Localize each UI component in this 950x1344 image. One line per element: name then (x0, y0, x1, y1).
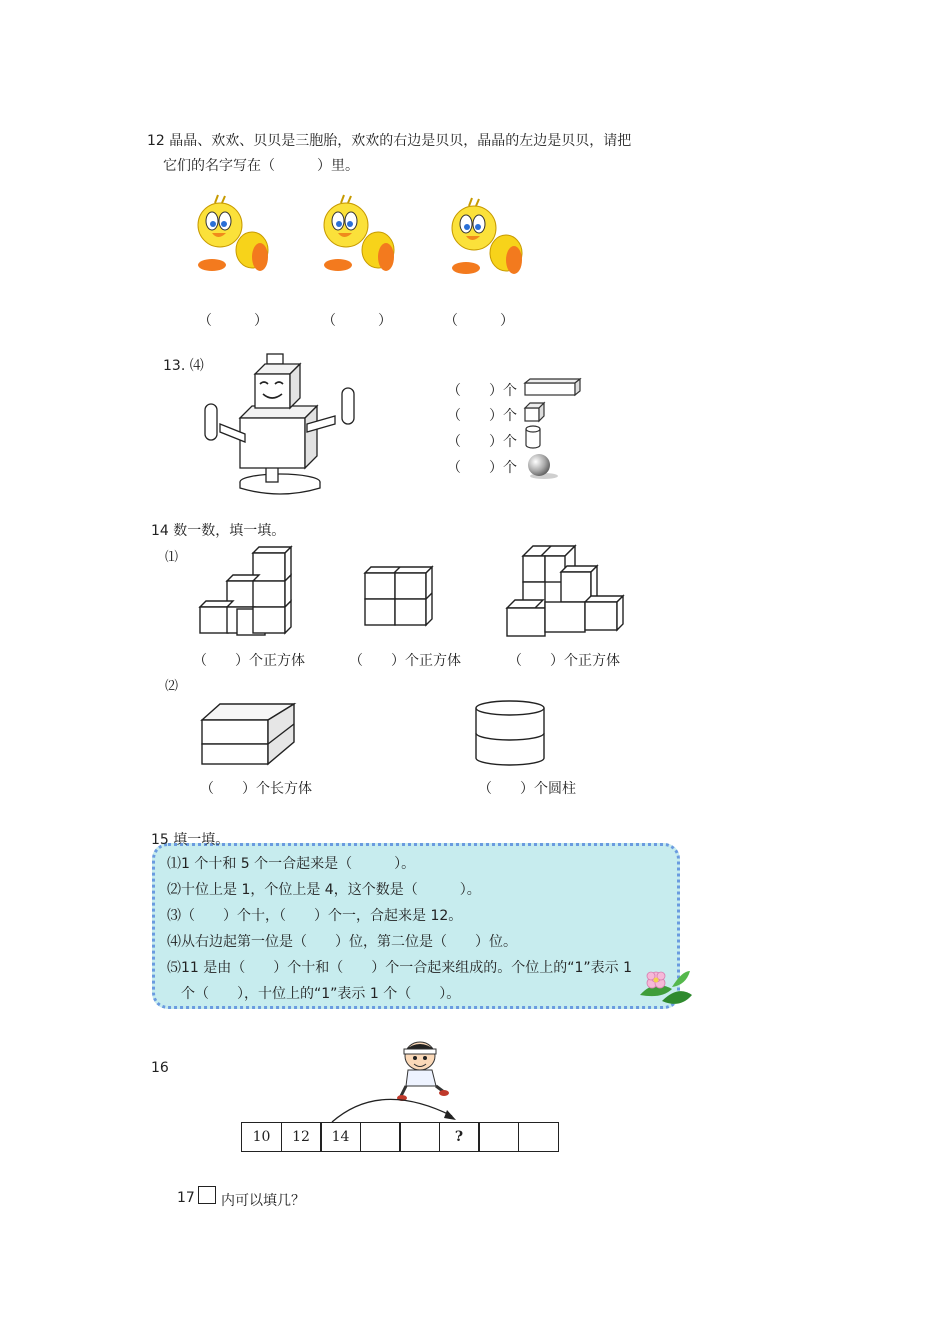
q14-answer-cubes-2[interactable]: （ ）个正方体 (349, 653, 461, 669)
cylinder-icon (524, 425, 542, 449)
number-cell-4-blank[interactable] (360, 1122, 401, 1152)
q14-answer-cuboids[interactable]: （ ）个长方体 (200, 781, 312, 797)
q16-label: 16 (151, 1060, 169, 1076)
cube-stack-figure-1 (195, 545, 295, 640)
number-cell-1: 10 (241, 1122, 282, 1152)
cube-stack-figure-3 (503, 542, 628, 642)
chick-image-3 (444, 198, 534, 278)
stacked-cuboids-figure (198, 700, 298, 768)
number-line (241, 1122, 557, 1152)
q12-text-line1: 12 晶晶、欢欢、贝贝是三胞胎，欢欢的右边是贝贝，晶晶的左边是贝贝，请把 (147, 133, 632, 149)
sphere-icon (524, 452, 560, 480)
number-cell-7-blank[interactable] (478, 1122, 519, 1152)
q12-answer-blank-2[interactable]: （ ） (322, 313, 392, 329)
q15-title: 15 填一填。 (151, 832, 230, 848)
q13-count-cylinder[interactable]: （ ）个 (447, 434, 517, 450)
robot-figure (200, 352, 360, 497)
q13-count-cuboid[interactable]: （ ）个 (447, 383, 517, 399)
q13-count-sphere[interactable]: （ ）个 (447, 460, 517, 476)
q12-answer-blank-3[interactable]: （ ） (444, 313, 514, 329)
q14-answer-cubes-1[interactable]: （ ）个正方体 (193, 653, 305, 669)
q14-answer-cubes-3[interactable]: （ ）个正方体 (508, 653, 620, 669)
q15-item-5[interactable]: ⑸11 是由（ ）个十和（ ）个一合起来组成的。个位上的“1”表示 1 (167, 960, 633, 976)
flower-decoration-icon (632, 965, 694, 1013)
q13-label: 13. ⑷ (163, 358, 204, 374)
q15-item-4[interactable]: ⑷从右边起第一位是（ ）位，第二位是（ ）位。 (167, 934, 517, 950)
q14-part1-label: ⑴ (165, 550, 179, 565)
q14-answer-cylinders[interactable]: （ ）个圆柱 (478, 781, 576, 797)
number-cell-8-blank[interactable] (518, 1122, 559, 1152)
number-cell-5-blank[interactable] (399, 1122, 440, 1152)
cuboid-icon (524, 378, 584, 396)
q14-part2-label: ⑵ (165, 679, 179, 694)
number-cell-2: 12 (281, 1122, 322, 1152)
q15-item-5-continued[interactable]: 个（ ），十位上的“1”表示 1 个（ ）。 (167, 986, 461, 1002)
cube-icon (524, 402, 546, 422)
chick-image-1 (190, 195, 280, 275)
q13-count-cube[interactable]: （ ）个 (447, 408, 517, 424)
number-cell-6-question[interactable]: ? (439, 1122, 480, 1152)
q12-answer-blank-1[interactable]: （ ） (198, 313, 268, 329)
q12-text-line2: 它们的名字写在（ ）里。 (163, 158, 359, 174)
stacked-cylinders-figure (472, 700, 548, 768)
q15-item-3[interactable]: ⑶（ ）个十，（ ）个一，合起来是 12。 (167, 908, 463, 924)
q15-item-1[interactable]: ⑴1 个十和 5 个一合起来是（ ）。 (167, 856, 416, 872)
q17-answer-box[interactable] (198, 1186, 216, 1204)
jump-arrow (320, 1090, 470, 1124)
cube-stack-figure-2 (362, 565, 437, 630)
number-cell-3: 14 (320, 1122, 361, 1152)
q17-text: 内可以填几？ (221, 1193, 305, 1209)
q15-item-2[interactable]: ⑵十位上是 1，个位上是 4，这个数是（ ）。 (167, 882, 481, 898)
q14-title: 14 数一数，填一填。 (151, 523, 286, 539)
q17-label: 17 (177, 1190, 195, 1206)
chick-image-2 (316, 195, 406, 275)
